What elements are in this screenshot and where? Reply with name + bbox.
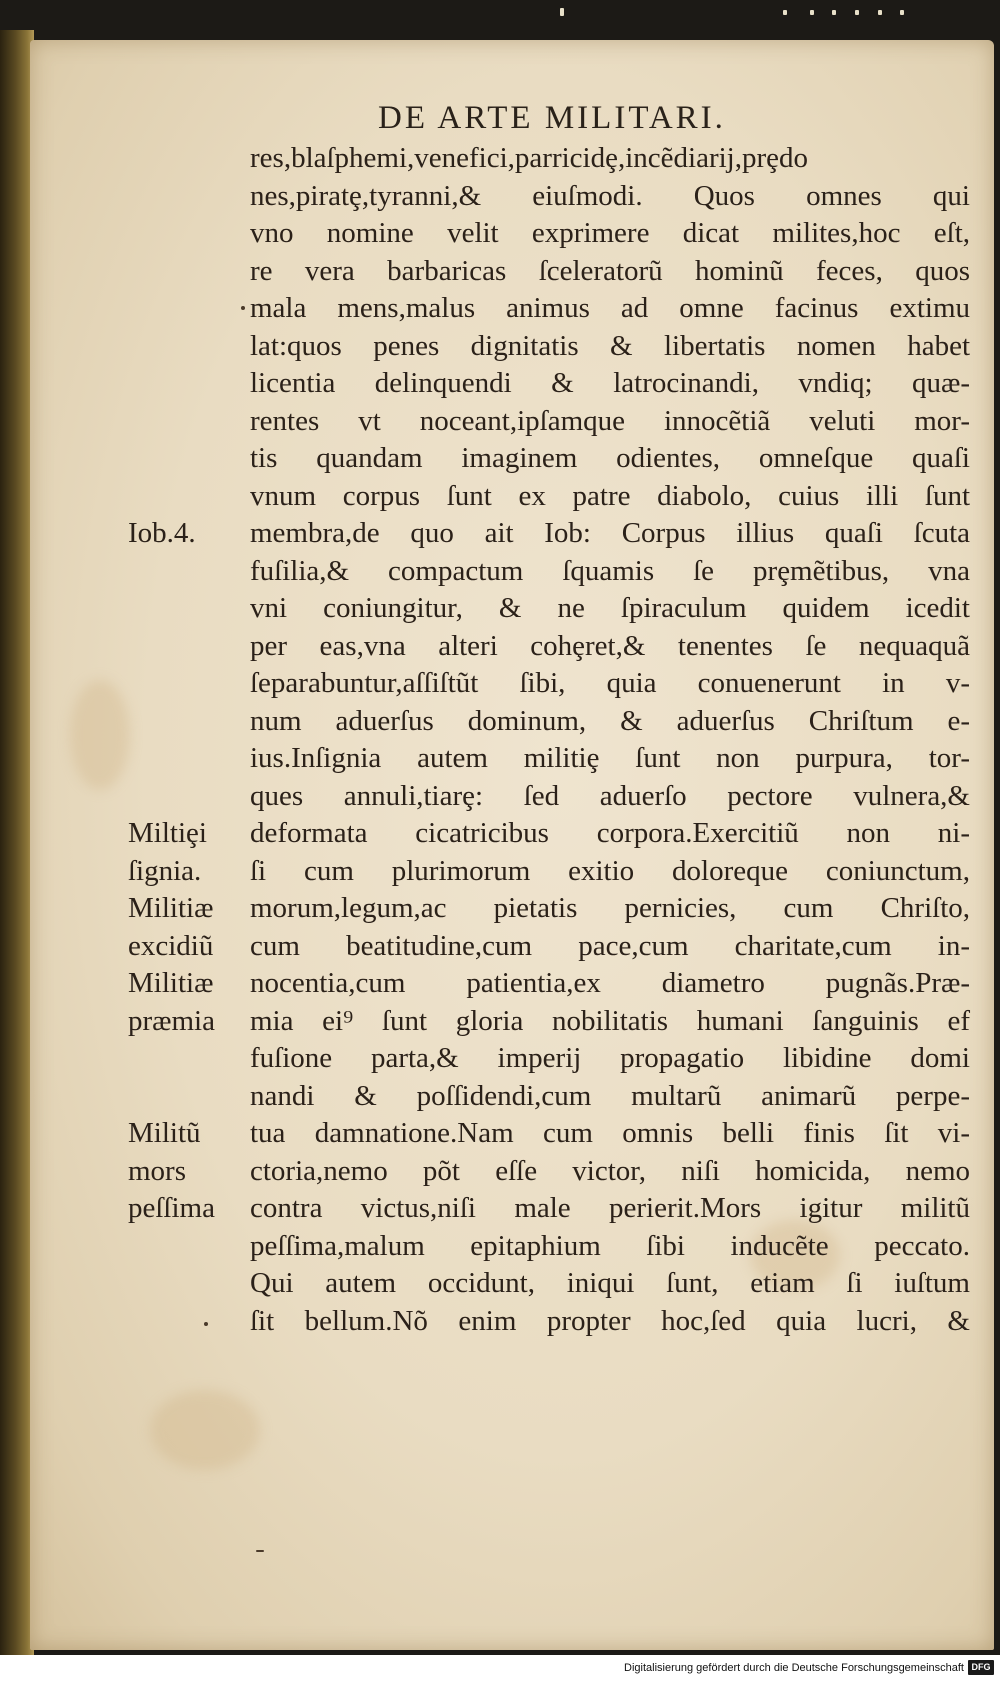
book-spine-edge (0, 30, 34, 1655)
margin-note: Miltiȩi (128, 817, 207, 849)
text-line: fuſione parta,& imperij propagatio libidine domi (250, 1042, 970, 1074)
text-line: tua damnatione.Nam cum omnis belli finis ſit vi- (250, 1117, 970, 1149)
margin-notes (128, 140, 248, 1380)
margin-note: Militiæ (128, 967, 214, 999)
text-line: ſeparabuntur,aſſiſtũt ſibi, quia conuenerunt in v- (250, 667, 970, 699)
text-line: membra,de quo ait Iob: Corpus illius quaſi ſcuta (250, 517, 970, 549)
text-line: deformata cicatricibus corpora.Exercitiũ non ni- (250, 817, 970, 849)
body-text (250, 140, 970, 1340)
text-line: ſi cum plurimorum exitio doloreque coniunctum, (250, 854, 970, 887)
margin-note: Militiæ (128, 892, 214, 924)
text-line: cum beatitudine,cum pace,cum charitate,cum in- (250, 929, 970, 962)
margin-note: Militũ (128, 1117, 201, 1149)
text-line: per eas,vna alteri cohȩret,& tenentes ſe nequaquã (250, 629, 970, 662)
text-line: fuſilia,& compactum ſquamis ſe prȩmẽtibus, vna (250, 554, 970, 587)
ink-mark (241, 306, 245, 310)
text-line: ques annuli,tiarȩ: ſed aduerſo pectore vulnera,& (250, 779, 970, 812)
text-line: rentes vt noceant,ipſamque innocẽtiã veluti mor- (250, 404, 970, 437)
text-line: ſit bellum.Nõ enim propter hoc,ſed quia lucri, & (250, 1304, 970, 1337)
text-line: nandi & poſſidendi,cum multarũ animarũ perpe- (250, 1079, 970, 1112)
text-line: lat:quos penes dignitatis & libertatis nomen habet (250, 329, 970, 362)
text-line: mia ei⁹ ſunt gloria nobilitatis humani ſanguinis ef (250, 1004, 970, 1037)
top-edge-marks (0, 10, 1000, 22)
ink-mark (204, 1322, 208, 1326)
margin-note: excidiũ (128, 929, 214, 962)
text-line: num aduerſus dominum, & aduerſus Chriſtum e- (250, 704, 970, 737)
margin-note: mors (128, 1154, 186, 1187)
digitization-footer (0, 1655, 1000, 1681)
text-line: tis quandam imaginem odientes, omneſque quaſi (250, 442, 970, 474)
text-line: morum,legum,ac pietatis pernicies, cum Chriſto, (250, 892, 970, 924)
dfg-logo: DFG (968, 1660, 994, 1675)
text-line: vno nomine velit exprimere dicat milites,hoc eſt, (250, 217, 970, 249)
text-line: licentia delinquendi & latrocinandi, vndiq; quæ- (250, 367, 970, 399)
funding-credit: Digitalisierung gefördert durch die Deutsche Forschungsgemeinschaft (624, 1662, 964, 1674)
text-line: re vera barbaricas ſceleratorũ hominũ feces, quos (250, 254, 970, 287)
text-line: ctoria,nemo põt eſſe victor, niſi homicida, nemo (250, 1154, 970, 1187)
text-line: Qui autem occidunt, iniqui ſunt, etiam ſi iuſtum (250, 1267, 970, 1299)
text-line: res,blaſphemi,venefici,parricidȩ,incẽdiarij,prȩdo (250, 142, 808, 174)
running-head: DE ARTE MILITARI. (378, 100, 726, 136)
text-line: vni coniungitur, & ne ſpiraculum quidem icedit (250, 592, 970, 624)
text-line: vnum corpus ſunt ex patre diabolo, cuius illi ſunt (250, 479, 970, 512)
margin-note: præmia (128, 1004, 215, 1037)
text-line: nes,piratȩ,tyranni,& eiuſmodi. Quos omnes qui (250, 179, 970, 212)
margin-note: Iob.4. (128, 517, 196, 549)
text-line: mala mens,malus animus ad omne facinus extimu (250, 292, 970, 324)
margin-note: peſſima (128, 1192, 215, 1224)
ink-mark (256, 1550, 264, 1552)
text-line: nocentia,cum patientia,ex diametro pugnãs.Præ- (250, 967, 970, 999)
text-line: ius.Inſignia autem militiȩ ſunt non purpura, tor- (250, 742, 970, 774)
text-line: contra victus,niſi male perierit.Mors igitur militũ (250, 1192, 970, 1224)
text-line: peſſima,malum epitaphium ſibi inducẽte peccato. (250, 1229, 970, 1262)
margin-note: ſignia. (128, 854, 202, 887)
